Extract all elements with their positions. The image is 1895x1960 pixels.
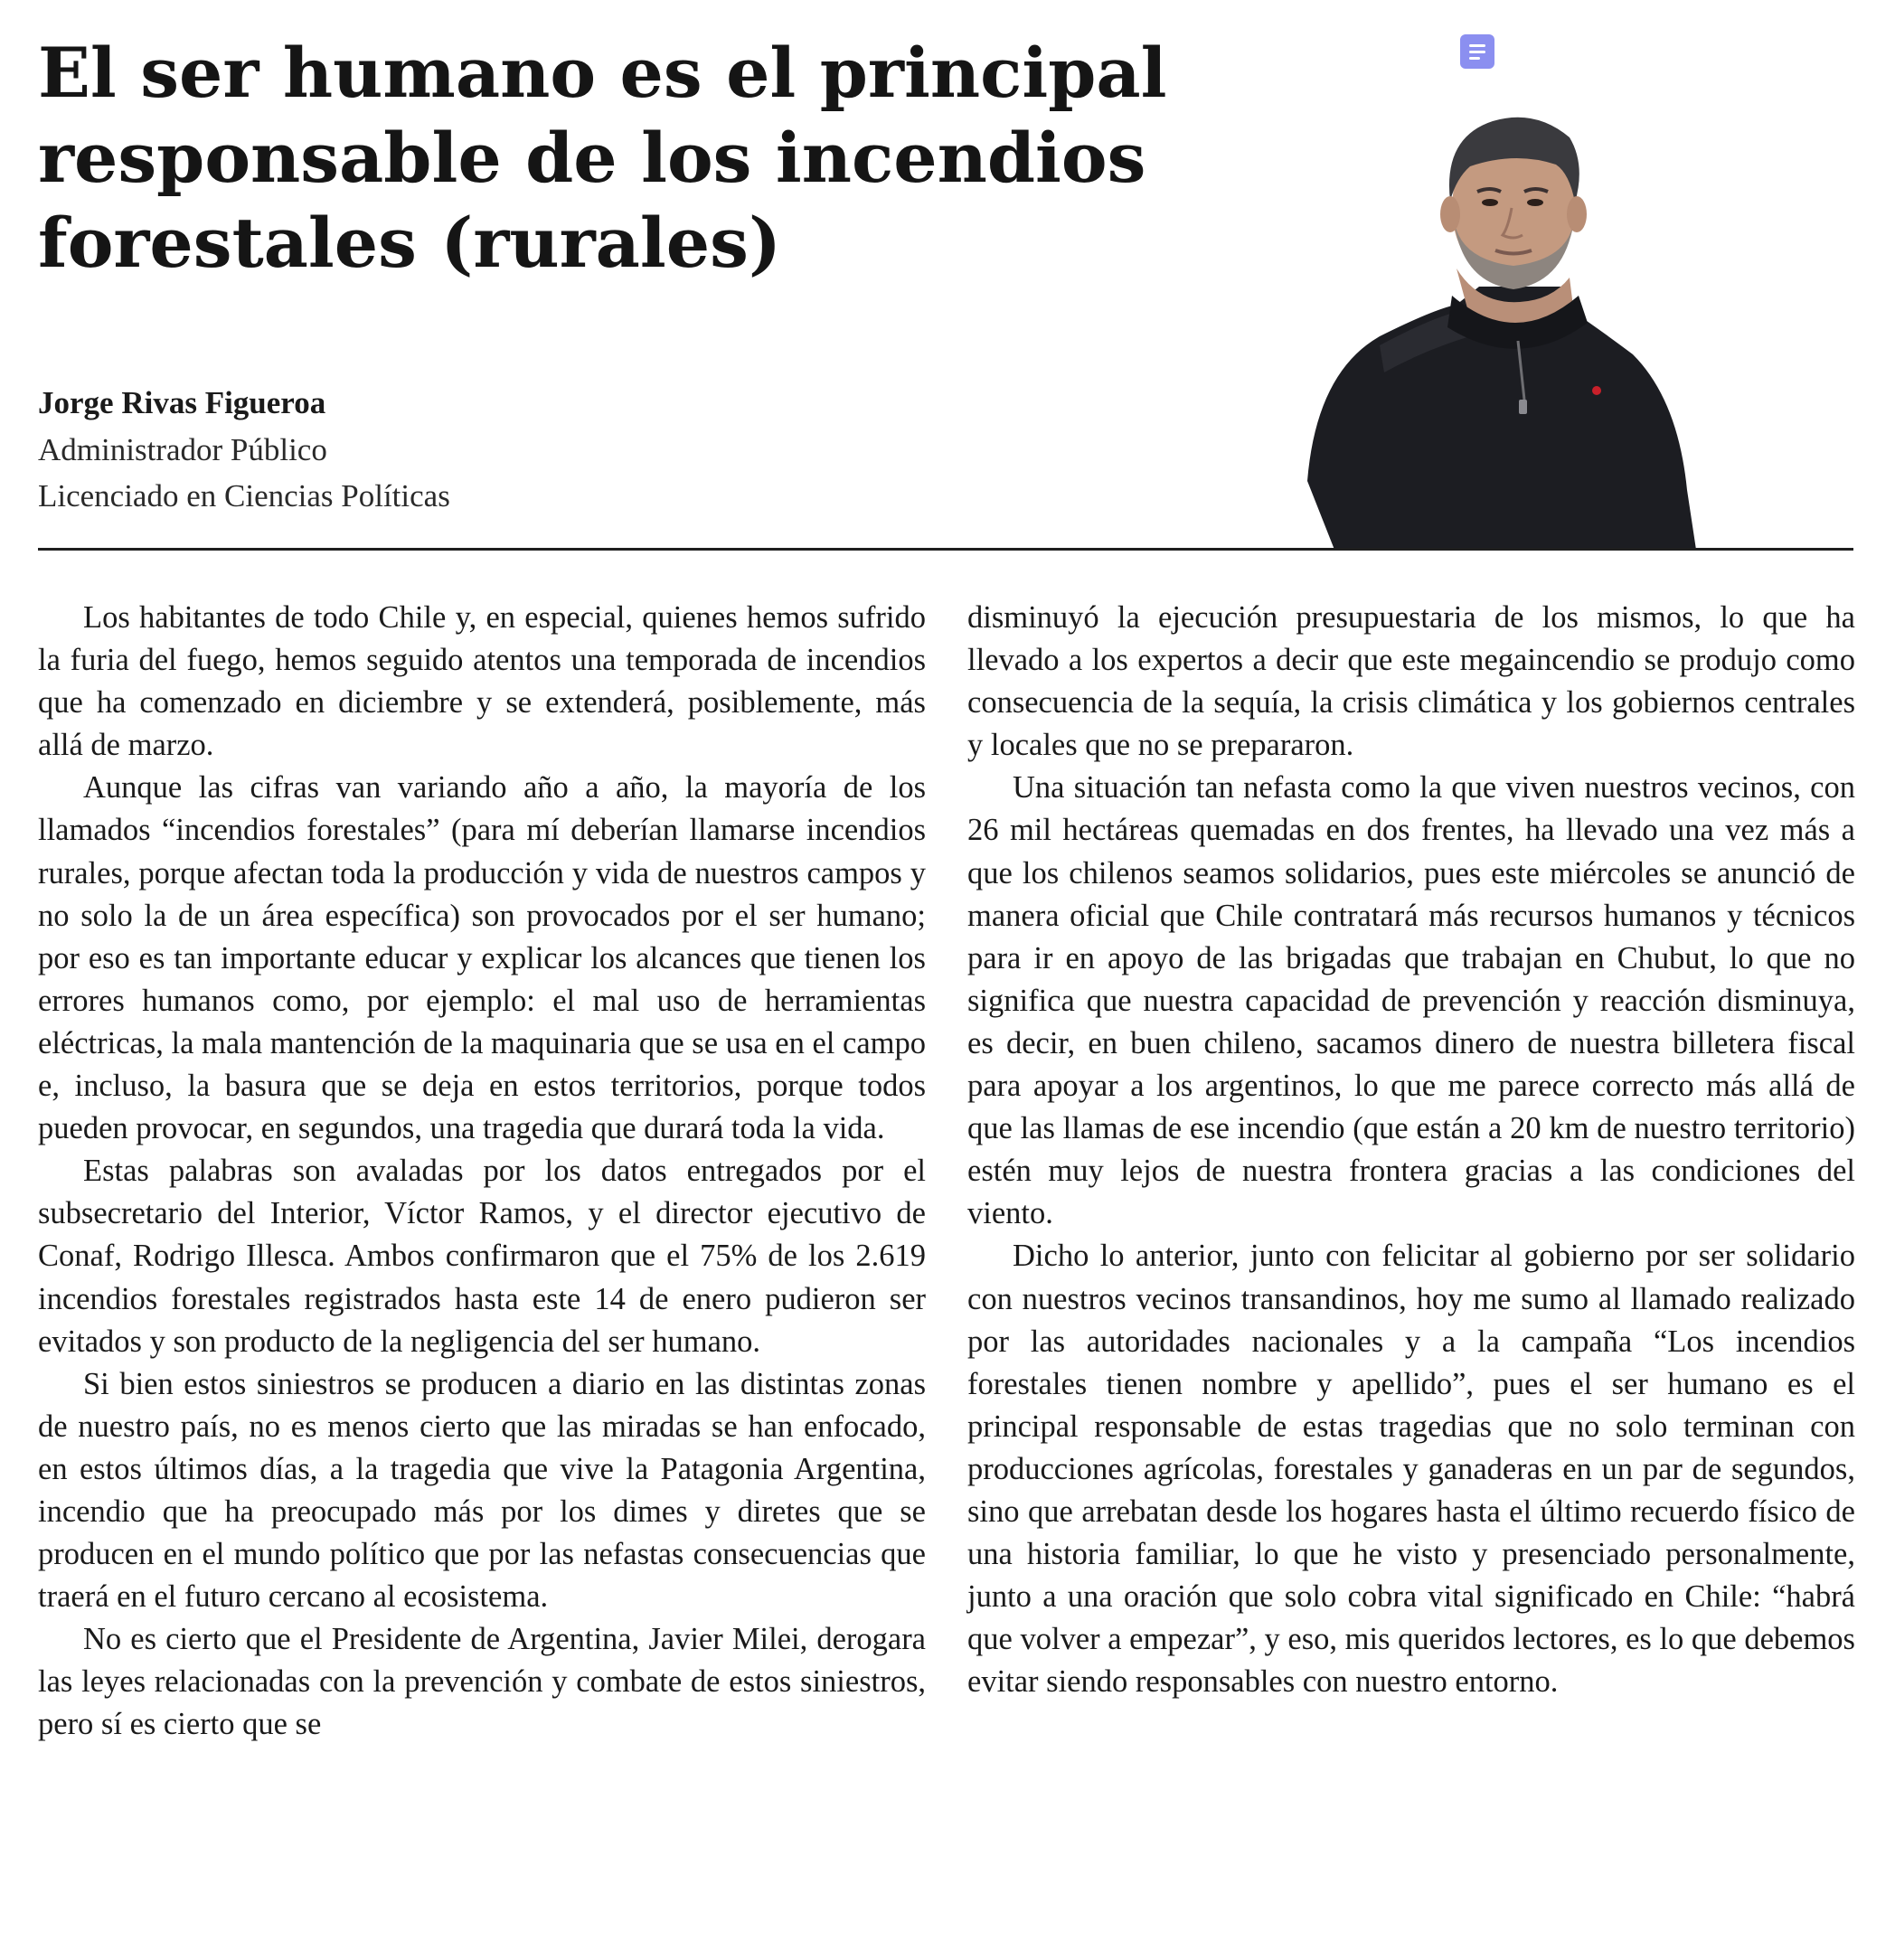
article-column-left — [38, 597, 926, 1747]
author-title: Licenciado en Ciencias Políticas — [38, 478, 450, 514]
author-title: Administrador Público — [38, 432, 327, 467]
byline — [38, 380, 852, 519]
paragraph: Dicho lo anterior, junto con felicitar al gobierno por ser solidario con nuestros vecinos transandinos, hoy me sumo al llamado realizado por las autoridades nacionales y a la campaña “Los incendios forestales tienen nombre y apellido”, pues el ser humano es el principal responsable de estas tragedias que no solo terminan con producciones agrícolas, forestales y ganaderas en un par de segundos, sino que arrebatan desde los hogares hasta el último recuerdo físico de una historia familiar, lo que he visto y presenciado personalmente, junto a una oración que solo cobra vital significado en Chile: “habrá que volver a empezar”, y eso, mis queridos lectores, es lo que debemos evitar siendo responsables con nuestro entorno. — [967, 1239, 1855, 1700]
paragraph: Los habitantes de todo Chile y, en especial, quienes hemos sufrido la furia del fuego, hemos seguido atentos una temporada de incendios que ha comenzado en diciembre y se extenderá, posiblemente, más allá de marzo. — [38, 600, 926, 763]
headline: El ser humano es el principal responsable de los incendios forestales (rurales) — [38, 33, 1167, 283]
paragraph: disminuyó la ejecución presupuestaria de los mismos, lo que ha llevado a los expertos a decir que este megaincendio se produjo como consecuencia de la sequía, la crisis climática y los gobiernos centrales y locales que no se prepararon. — [967, 600, 1855, 763]
article-column-right — [967, 597, 1855, 1703]
note-icon[interactable] — [1460, 34, 1494, 69]
paragraph: No es cierto que el Presidente de Argentina, Javier Milei, derogara las leyes relacionadas con la prevención y combate de estos siniestros, pero sí es cierto que se — [38, 1622, 926, 1742]
paragraph: Si bien estos siniestros se producen a diario en las distintas zonas de nuestro país, no es menos cierto que las miradas se han enfocado, en estos últimos días, a la tragedia que vive la Patagonia Argentina, incendio que ha preocupado más por los dimes y diretes que se producen en el mundo político que por las nefastas consecuencias que traerá en el futuro cercano al ecosistema. — [38, 1366, 926, 1615]
author-name: Jorge Rivas Figueroa — [38, 385, 326, 420]
author-photo — [1298, 101, 1703, 550]
paragraph: Una situación tan nefasta como la que viven nuestros vecinos, con 26 mil hectáreas quemadas en dos frentes, ha llevado una vez más a que los chilenos seamos solidarios, pues este miércoles se anunció de manera oficial que Chile contratará más recursos humanos y técnicos para ir en apoyo de las brigadas que trabajan en Chubut, lo que no significa que nuestra capacidad de prevención y reacción disminuya, es decir, en buen chileno, sacamos dinero de nuestra billetera fiscal para apoyar a los argentinos, lo que me parece correcto más allá de que las llamas de ese incendio (que están a 20 km de nuestro territorio) estén muy lejos de nuestra frontera gracias a las condiciones del viento. — [967, 770, 1855, 1231]
paragraph: Estas palabras son avaladas por los datos entregados por el subsecretario del Interior, Víctor Ramos, y el director ejecutivo de Conaf, Rodrigo Illesca. Ambos confirmaron que el 75% de los 2.619 incendios forestales registrados hasta este 14 de enero pudieron ser evitados y son producto de la negligencia del ser humano. — [38, 1154, 926, 1359]
paragraph: Aunque las cifras van variando año a año, la mayoría de los llamados “incendios forestales” (para mí deberían llamarse incendios rurales, porque afectan toda la producción y vida de nuestros campos y no solo la de un área específica) son provocados por el ser humano; por eso es tan importante educar y explicar los alcances que tienen los errores humanos como, por ejemplo: el mal uso de herramientas eléctricas, la mala mantención de la maquinaria que se usa en el campo e, incluso, la basura que se deja en estos territorios, porque todos pueden provocar, en segundos, una tragedia que durará toda la vida. — [38, 770, 926, 1146]
header-divider — [38, 548, 1853, 551]
